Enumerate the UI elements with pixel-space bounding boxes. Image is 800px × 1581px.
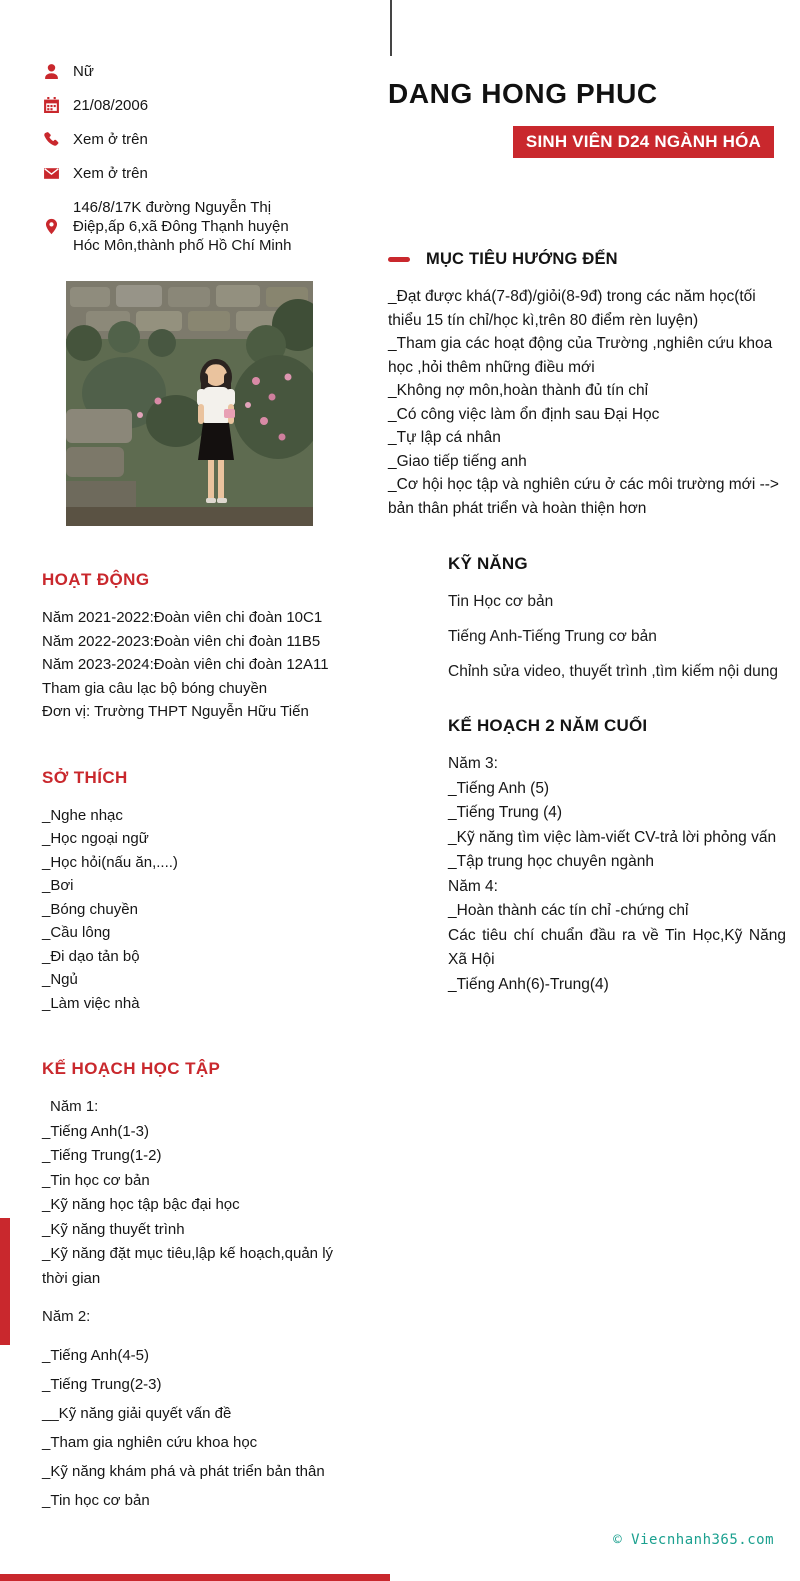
hobby-line: _Nghe nhạc	[42, 806, 123, 824]
activities-title: HOẠT ĐỘNG	[42, 570, 150, 589]
bottom-accent-bar	[0, 1574, 390, 1581]
location-icon	[42, 218, 60, 236]
final-plan-title: KẾ HOẠCH 2 NĂM CUỐI	[448, 716, 648, 735]
study-plan-line: _Tiếng Trung(1-2)	[42, 1147, 162, 1164]
final-plan-line: _Tiếng Trung (4)	[448, 804, 563, 821]
objective-line: _Tự lập cá nhân	[388, 429, 501, 446]
left-accent-bar	[0, 1218, 10, 1345]
skill-item: Tiếng Anh-Tiếng Trung cơ bản	[448, 628, 657, 645]
top-divider-line	[390, 0, 392, 56]
study-plan-year1-label: Năm 1:	[50, 1098, 99, 1115]
footer-credit-link[interactable]: © Viecnhanh365.com	[613, 1532, 774, 1548]
contact-gender-text: Nữ	[73, 63, 94, 80]
hobby-line: _Bóng chuyền	[42, 900, 138, 918]
calendar-icon	[42, 97, 60, 115]
phone-icon	[42, 131, 60, 149]
final-plan-list	[448, 752, 786, 997]
section-skills	[388, 554, 786, 684]
right-column	[388, 78, 786, 997]
objective-line: _Đạt được khá(7-8đ)/giỏi(8-9đ) trong các năm học(tối thiểu 15 tín chỉ/học kì,trên 80 điểm rèn luyện)	[388, 288, 756, 329]
contact-email	[42, 164, 344, 183]
page-title: DANG HONG PHUC	[388, 78, 658, 109]
contact-birthdate-text: 21/08/2006	[73, 97, 149, 114]
study-plan-line: _Tiếng Anh(1-3)	[42, 1122, 150, 1140]
activities-line: Đơn vị: Trường THPT Nguyễn Hữu Tiến	[42, 703, 309, 720]
final-plan-line: _Hoàn thành các tín chỉ -chứng chỉ	[448, 902, 689, 919]
objective-line: _Cơ hội học tập và nghiên cứu ở các môi trường mới --> bản thân phát triển và hoàn thiện hơn	[388, 476, 779, 517]
contact-phone	[42, 130, 344, 149]
objectives-heading	[388, 250, 786, 269]
study-plan-line: _Kỹ năng đặt mục tiêu,lập kế hoạch,quản lý thời gian	[42, 1245, 334, 1287]
hobby-line: _Học hỏi(nấu ăn,....)	[42, 853, 178, 871]
hobby-line: _Làm việc nhà	[42, 994, 140, 1012]
activities-line: Năm 2022-2023:Đoàn viên chi đoàn 11B5	[42, 632, 321, 650]
final-plan-line: _Tiếng Anh (5)	[448, 779, 550, 797]
section-final-plan	[388, 716, 786, 997]
hobby-line: _Bơi	[42, 877, 74, 894]
final-plan-line: _Kỹ năng tìm việc làm-viết CV-trả lời phỏng vấn	[448, 828, 777, 846]
person-icon	[42, 63, 60, 81]
objectives-list	[388, 285, 786, 520]
hobbies-title: SỞ THÍCH	[42, 767, 128, 787]
skills-title: KỸ NĂNG	[448, 554, 528, 573]
section-objectives	[388, 250, 786, 520]
study-plan-line: _Tham gia nghiên cứu khoa học	[42, 1433, 258, 1451]
study-plan-year1-list	[42, 1120, 344, 1292]
study-plan-line: _Tiếng Trung(2-3)	[42, 1375, 162, 1393]
objective-line: _Có công việc làm ổn định sau Đại Học	[388, 405, 660, 423]
subtitle-badge: SINH VIÊN D24 NGÀNH HÓA	[513, 126, 774, 158]
activities-line: Năm 2021-2022:Đoàn viên chi đoàn 10C1	[42, 609, 323, 626]
study-plan-line: __Kỹ năng giải quyết vấn đề	[42, 1404, 232, 1422]
objective-line: _Không nợ môn,hoàn thành đủ tín chỉ	[388, 382, 649, 399]
contact-address	[42, 198, 344, 255]
contact-list	[42, 62, 344, 255]
hobby-line: _Cầu lông	[42, 924, 111, 941]
contact-address-text: 146/8/17K đường Nguyễn Thị Điệp,ấp 6,xã Đông Thạnh huyện Hóc Môn,thành phố Hồ Chí Minh	[73, 199, 292, 254]
hobby-line: _Đi dạo tản bộ	[42, 947, 140, 965]
section-activities	[42, 570, 344, 724]
hobbies-list	[42, 804, 344, 1016]
study-plan-line: _Kỹ năng thuyết trình	[42, 1220, 185, 1238]
activities-list	[42, 606, 344, 724]
activities-line: Năm 2023-2024:Đoàn viên chi đoàn 12A11	[42, 656, 329, 673]
final-plan-line: Các tiêu chí chuẩn đầu ra về Tin Học,Kỹ Năng Xã Hội	[448, 926, 786, 968]
study-plan-year2-label: Năm 2:	[42, 1308, 91, 1325]
study-plan-year2-list	[42, 1344, 344, 1513]
envelope-icon	[42, 165, 60, 183]
subtitle-badge-row	[388, 126, 774, 158]
skill-item: Tin Học cơ bản	[448, 593, 554, 610]
profile-photo-illustration	[66, 281, 313, 526]
left-column	[42, 62, 344, 1518]
study-plan-line: _Tin học cơ bản	[42, 1171, 150, 1189]
contact-phone-text: Xem ở trên	[73, 131, 148, 148]
contact-birthdate	[42, 96, 344, 115]
contact-email-text: Xem ở trên	[73, 165, 148, 182]
contact-gender	[42, 62, 344, 81]
activities-line: Tham gia câu lạc bộ bóng chuyền	[42, 679, 268, 697]
objective-line: _Tham gia các hoạt động của Trường ,nghiên cứu khoa học ,hỏi thêm những điều mới	[388, 335, 773, 376]
hobby-line: _Ngủ	[42, 971, 78, 988]
profile-photo	[66, 281, 313, 526]
section-hobbies	[42, 768, 344, 1016]
final-plan-line: Năm 3:	[448, 755, 498, 772]
dash-icon	[388, 257, 410, 262]
objective-line: _Giao tiếp tiếng anh	[388, 452, 527, 470]
skill-item: Chỉnh sửa video, thuyết trình ,tìm kiếm nội dung	[448, 663, 779, 680]
final-plan-line: _Tiếng Anh(6)-Trung(4)	[448, 975, 609, 993]
study-plan-title: KẾ HOẠCH HỌC TẬP	[42, 1059, 221, 1078]
final-plan-line: _Tập trung học chuyên ngành	[448, 853, 654, 870]
skills-list	[448, 590, 786, 684]
study-plan-line: _Kỹ năng học tập bậc đại học	[42, 1196, 240, 1213]
study-plan-line: _Tin học cơ bản	[42, 1491, 150, 1509]
objectives-title: MỤC TIÊU HƯỚNG ĐẾN	[426, 250, 618, 268]
study-plan-line: _Tiếng Anh(4-5)	[42, 1346, 150, 1364]
study-plan-line: _Kỹ năng khám phá và phát triển bản thân	[42, 1462, 325, 1480]
hobby-line: _Học ngoại ngữ	[42, 830, 149, 847]
final-plan-line: Năm 4:	[448, 877, 498, 895]
section-study-plan	[42, 1059, 344, 1513]
